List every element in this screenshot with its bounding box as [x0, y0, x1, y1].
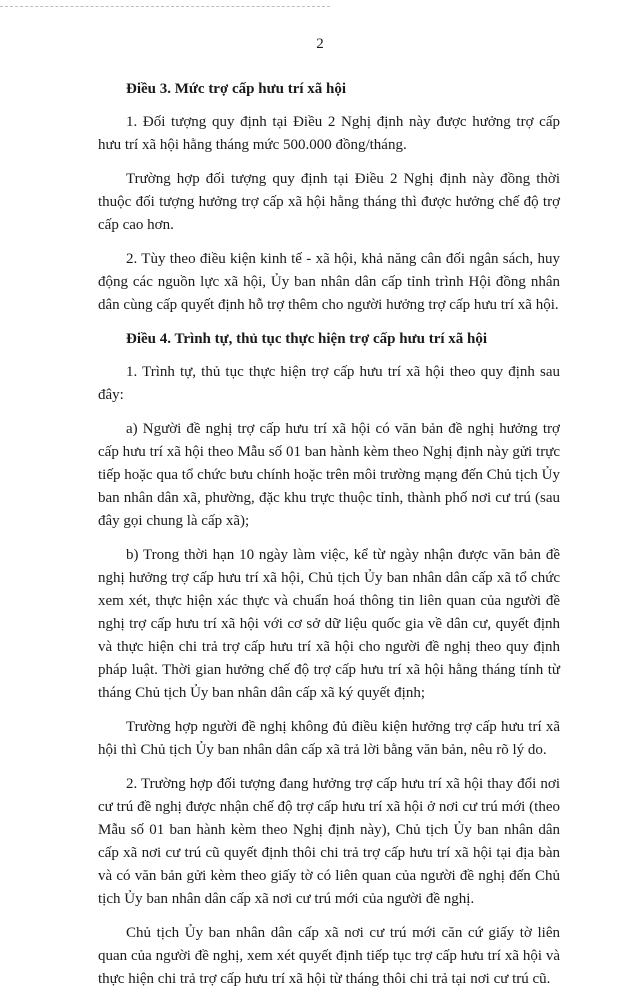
article-4-paragraph-b: b) Trong thời hạn 10 ngày làm việc, kể từ ngày nhận được văn bản đề nghị hưởng trợ cấp hưu trí xã hội, Chủ tịch Ủy ban nhân dân cấp xã tổ chức xem xét, thực hiện xác thực và chuẩn hoá thông tin liên quan của người đề nghị trợ cấp hưu trí xã hội với cơ sở dữ liệu quốc gia về dân cư, quyết định và thực hiện chi trả trợ cấp hưu trí xã hội cho người đề nghị theo quy định pháp luật. Thời gian hưởng chế độ trợ cấp hưu trí xã hội hằng tháng tính từ tháng Chủ tịch Ủy ban nhân dân cấp xã ký quyết định;: [98, 547, 560, 701]
scan-edge-line: [0, 6, 330, 7]
page-number: 2: [316, 36, 324, 52]
article-4-paragraph-2: 2. Trường hợp đối tượng đang hưởng trợ cấp hưu trí xã hội thay đổi nơi cư trú đề nghị được nhận chế độ trợ cấp hưu trí xã hội ở nơi cư trú mới (theo Mẫu số 01 ban hành kèm theo Nghị định này), Chủ tịch Ủy ban nhân dân cấp xã nơi cư trú cũ quyết định thôi chi trả trợ cấp hưu trí xã hội tại địa bàn và có văn bản gửi kèm theo giấy tờ có liên quan của người đề nghị đến Chủ tịch Ủy ban nhân dân cấp xã nơi cư trú mới của người đề nghị.: [98, 776, 560, 907]
article-3-heading: Điều 3. Mức trợ cấp hưu trí xã hội: [126, 81, 347, 97]
article-4-paragraph-a: a) Người đề nghị trợ cấp hưu trí xã hội có văn bản đề nghị hưởng trợ cấp hưu trí xã hội theo Mẫu số 01 ban hành kèm theo Nghị định này gửi trực tiếp hoặc qua tổ chức bưu chính hoặc trên môi trường mạng đến Chủ tịch Ủy ban nhân dân xã, phường, đặc khu trực thuộc tỉnh, thành phố nơi cư trú (sau đây gọi chung là cấp xã);: [98, 421, 560, 529]
article-4-paragraph-1: 1. Trình tự, thủ tục thực hiện trợ cấp hưu trí xã hội theo quy định sau đây:: [98, 364, 560, 403]
article-3-paragraph-1: 1. Đối tượng quy định tại Điều 2 Nghị định này được hưởng trợ cấp hưu trí xã hội hằng tháng mức 500.000 đồng/tháng.: [98, 114, 560, 153]
article-4-paragraph-2-continued: Chủ tịch Ủy ban nhân dân cấp xã nơi cư trú mới căn cứ giấy tờ liên quan của người đề nghị, xem xét quyết định tiếp tục trợ cấp hưu trí xã hội và thực hiện chi trả trợ cấp hưu trí xã hội từ tháng thôi chi trả tại nơi cư trú cũ.: [98, 925, 560, 987]
article-3-paragraph-3: 2. Tùy theo điều kiện kinh tế - xã hội, khả năng cân đối ngân sách, huy động các nguồn lực xã hội, Ủy ban nhân dân cấp tỉnh trình Hội đồng nhân dân cùng cấp quyết định hỗ trợ thêm cho người hưởng trợ cấp hưu trí xã hội.: [98, 251, 560, 313]
article-4-paragraph-b-exception: Trường hợp người đề nghị không đủ điều kiện hưởng trợ cấp hưu trí xã hội thì Chủ tịch Ủy ban nhân dân cấp xã trả lời bằng văn bản, nêu rõ lý do.: [98, 719, 560, 758]
document-body: [98, 78, 560, 1002]
article-3-paragraph-2: Trường hợp đối tượng quy định tại Điều 2 Nghị định này đồng thời thuộc đối tượng hưởng trợ cấp xã hội hằng tháng thì được hưởng chế độ trợ cấp cao hơn.: [98, 171, 560, 233]
article-4-heading: Điều 4. Trình tự, thủ tục thực hiện trợ cấp hưu trí xã hội: [126, 331, 488, 347]
